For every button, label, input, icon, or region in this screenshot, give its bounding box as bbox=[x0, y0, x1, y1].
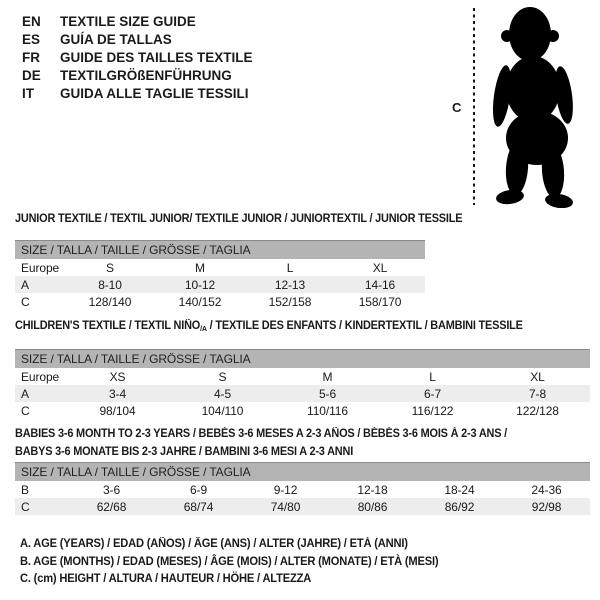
table-cell: 158/170 bbox=[335, 293, 425, 310]
legend-line-b: B. AGE (MONTHS) / EDAD (MESES) / ÂGE (MOIS) / ALTER (MONATE) / ETÀ (MESI) bbox=[20, 555, 439, 568]
language-row-de bbox=[22, 67, 253, 85]
table-row-a bbox=[15, 276, 425, 293]
table-cell: 12-18 bbox=[329, 481, 416, 498]
title-subscript: /A bbox=[200, 324, 207, 333]
table-cell: 3-6 bbox=[68, 481, 155, 498]
table-cell: 62/68 bbox=[68, 498, 155, 515]
language-row-it bbox=[22, 85, 253, 103]
table-cell: 104/110 bbox=[170, 402, 275, 419]
legend bbox=[20, 536, 438, 589]
size-header-row bbox=[15, 463, 590, 482]
row-label: C bbox=[15, 498, 68, 515]
table-cell: L bbox=[245, 259, 335, 276]
table-cell: S bbox=[170, 368, 275, 385]
language-code: ES bbox=[22, 32, 41, 47]
table-cell: XL bbox=[335, 259, 425, 276]
table-cell: 122/128 bbox=[485, 402, 590, 419]
table-cell: 10-12 bbox=[155, 276, 245, 293]
language-title: GUIDE DES TAILLES TEXTILE bbox=[60, 50, 253, 65]
language-row-en bbox=[22, 13, 253, 31]
language-title-list bbox=[22, 13, 253, 103]
table-cell: 6-9 bbox=[155, 481, 242, 498]
size-header-row bbox=[15, 241, 425, 260]
language-code: DE bbox=[22, 68, 41, 83]
row-label: C bbox=[15, 293, 65, 310]
table-cell: 92/98 bbox=[503, 498, 590, 515]
row-label: Europe bbox=[15, 368, 65, 385]
row-label: B bbox=[15, 481, 68, 498]
title-text: / TEXTILE DES ENFANTS / KINDERTEXTIL / BAMBINI TESSILE bbox=[206, 320, 523, 332]
table-cell: 6-7 bbox=[380, 385, 485, 402]
row-label: C bbox=[15, 402, 65, 419]
language-code: FR bbox=[22, 50, 40, 65]
language-row-fr bbox=[22, 49, 253, 67]
size-header: SIZE / TALLA / TAILLE / GRÖSSE / TAGLIA bbox=[15, 350, 590, 369]
row-label: A bbox=[15, 276, 65, 293]
size-header: SIZE / TALLA / TAILLE / GRÖSSE / TAGLIA bbox=[15, 241, 425, 260]
table-cell: M bbox=[155, 259, 245, 276]
babies-title-line1: BABIES 3-6 MONTH TO 2-3 YEARS / BEBÉS 3-6 MESES A 2-3 AÑOS / BÉBÉS 3-6 MOIS À 2-3 ANS / bbox=[15, 428, 508, 440]
children-section-title bbox=[15, 320, 523, 333]
table-cell: 14-16 bbox=[335, 276, 425, 293]
table-row-c bbox=[15, 293, 425, 310]
table-cell: 18-24 bbox=[416, 481, 503, 498]
language-code: EN bbox=[22, 14, 41, 29]
junior-section-title: JUNIOR TEXTILE / TEXTIL JUNIOR/ TEXTILE JUNIOR / JUNIORTEXTIL / JUNIOR TESSILE bbox=[15, 213, 463, 225]
table-cell: 8-10 bbox=[65, 276, 155, 293]
table-cell: 152/158 bbox=[245, 293, 335, 310]
babies-title-line2: BABYS 3-6 MONATE BIS 2-3 JAHRE / BAMBINI 3-6 MESI A 2-3 ANNI bbox=[15, 445, 354, 458]
row-label: Europe bbox=[15, 259, 65, 276]
language-title: GUÍA DE TALLAS bbox=[60, 32, 172, 47]
table-cell: 74/80 bbox=[242, 498, 329, 515]
table-row-b bbox=[15, 481, 590, 498]
baby-silhouette-icon bbox=[480, 4, 596, 208]
table-cell: 86/92 bbox=[416, 498, 503, 515]
table-row-europe bbox=[15, 259, 425, 276]
language-title: TEXTILGRÖßENFÜHRUNG bbox=[60, 68, 232, 83]
table-cell: 128/140 bbox=[65, 293, 155, 310]
table-row-c bbox=[15, 402, 590, 419]
table-row-europe bbox=[15, 368, 590, 385]
table-cell: 7-8 bbox=[485, 385, 590, 402]
table-cell: 80/86 bbox=[329, 498, 416, 515]
legend-line-c: C. (cm) HEIGHT / ALTURA / HAUTEUR / HÖHE / ALTEZZA bbox=[20, 573, 312, 585]
table-cell: 12-13 bbox=[245, 276, 335, 293]
language-row-es bbox=[22, 31, 253, 49]
junior-size-table bbox=[15, 240, 425, 310]
babies-section-title bbox=[15, 426, 507, 461]
language-code: IT bbox=[22, 86, 34, 101]
table-cell: 4-5 bbox=[170, 385, 275, 402]
table-cell: S bbox=[65, 259, 155, 276]
table-cell: XL bbox=[485, 368, 590, 385]
row-label: A bbox=[15, 385, 65, 402]
table-cell: 116/122 bbox=[380, 402, 485, 419]
table-cell: 3-4 bbox=[65, 385, 170, 402]
babies-size-table bbox=[15, 462, 590, 515]
size-header-row bbox=[15, 350, 590, 369]
size-header: SIZE / TALLA / TAILLE / GRÖSSE / TAGLIA bbox=[15, 463, 590, 482]
table-cell: 24-36 bbox=[503, 481, 590, 498]
language-title: TEXTILE SIZE GUIDE bbox=[60, 14, 196, 29]
table-cell: L bbox=[380, 368, 485, 385]
title-text: CHILDREN'S TEXTILE / TEXTIL NIÑO bbox=[15, 320, 201, 332]
table-cell: 140/152 bbox=[155, 293, 245, 310]
height-label-c: C bbox=[452, 100, 462, 115]
height-measure-line bbox=[473, 8, 475, 205]
table-cell: M bbox=[275, 368, 380, 385]
table-row-c bbox=[15, 498, 590, 515]
children-size-table bbox=[15, 349, 590, 419]
table-cell: 9-12 bbox=[242, 481, 329, 498]
table-cell: 110/116 bbox=[275, 402, 380, 419]
table-cell: 98/104 bbox=[65, 402, 170, 419]
table-row-a bbox=[15, 385, 590, 402]
table-cell: XS bbox=[65, 368, 170, 385]
legend-line-a: A. AGE (YEARS) / EDAD (AÑOS) / ÂGE (ANS) / ALTER (JAHRE) / ETÀ (ANNI) bbox=[20, 538, 408, 550]
table-cell: 5-6 bbox=[275, 385, 380, 402]
table-cell: 68/74 bbox=[155, 498, 242, 515]
language-title: GUIDA ALLE TAGLIE TESSILI bbox=[60, 86, 249, 101]
